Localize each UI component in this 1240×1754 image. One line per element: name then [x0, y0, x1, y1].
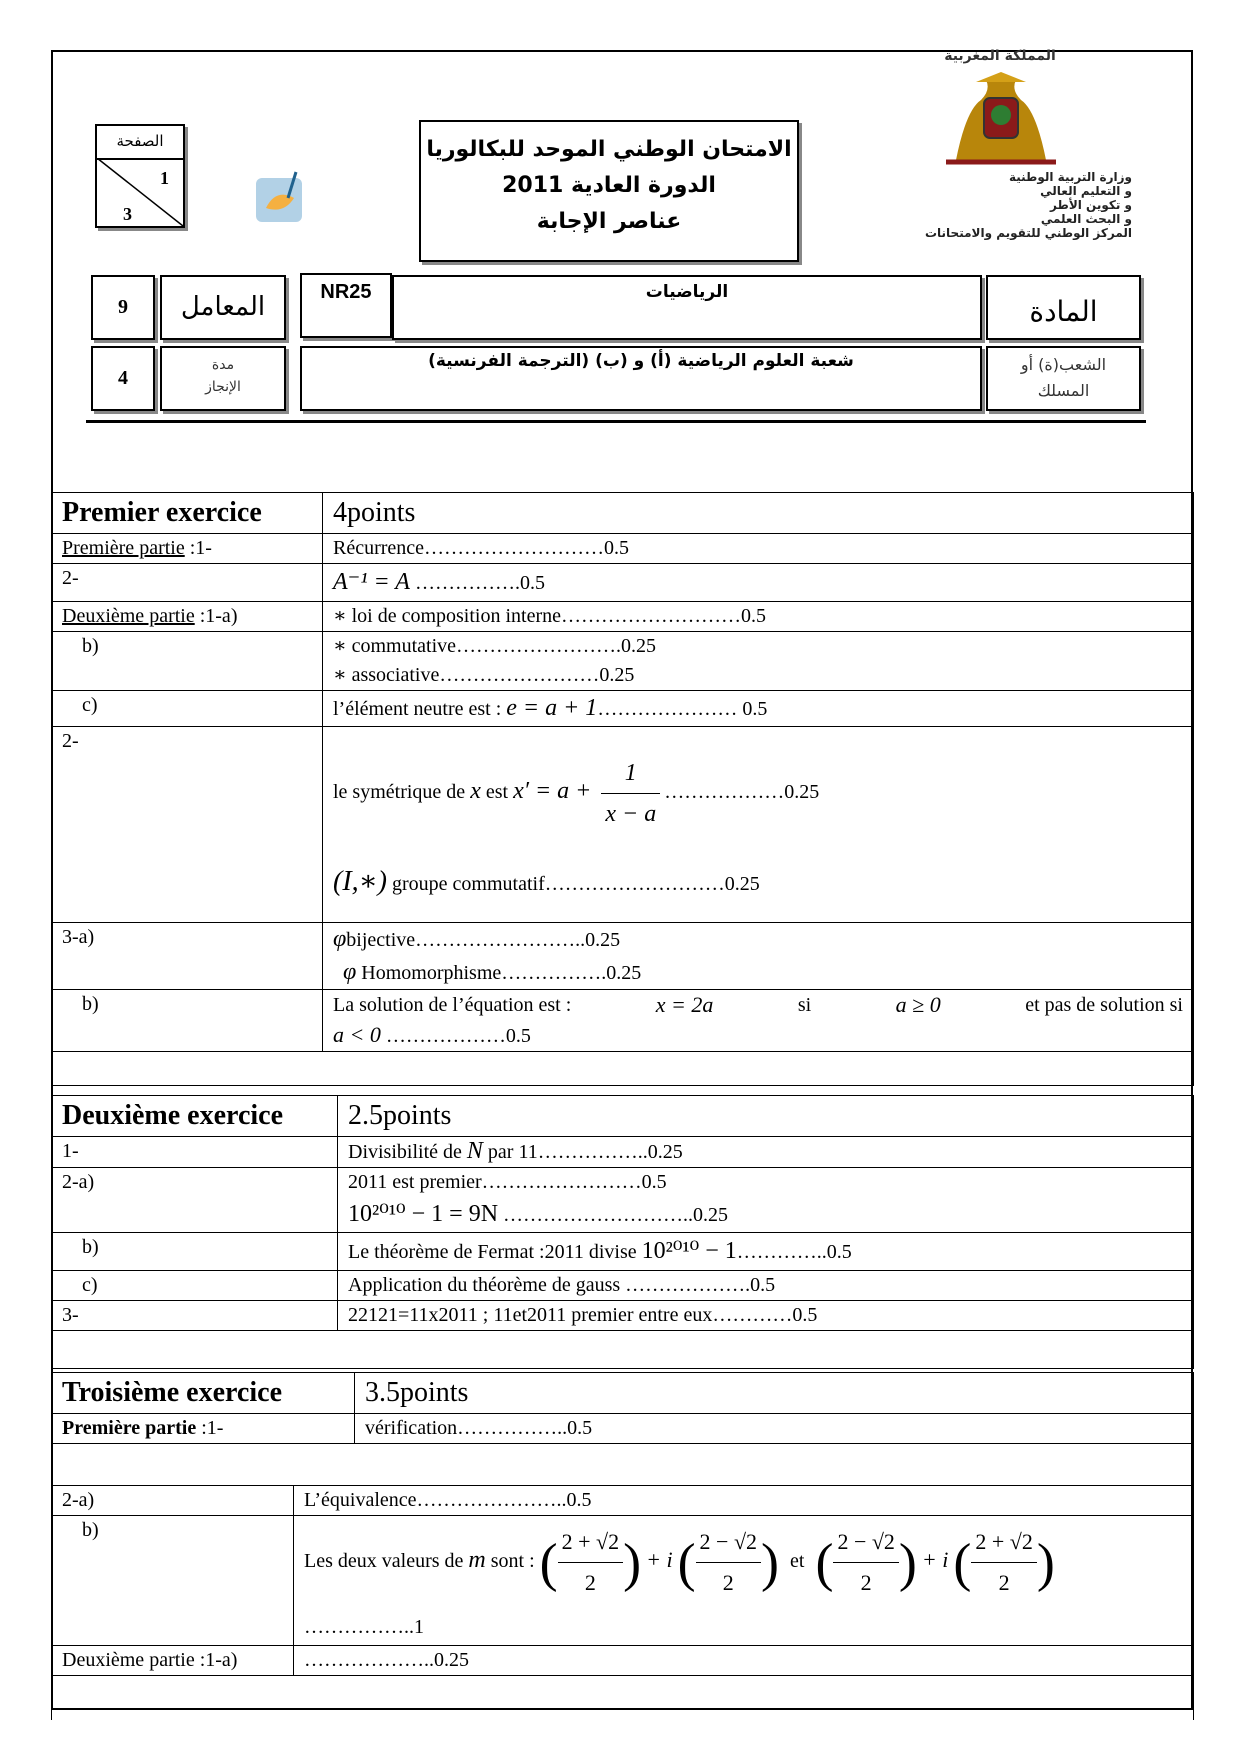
- fraction-numerator: 1: [601, 753, 660, 794]
- row-label-rest: :1-a): [194, 605, 238, 627]
- table-row: [52, 1331, 1194, 1369]
- table-row: [52, 1137, 1194, 1168]
- row-label: [52, 534, 323, 564]
- table-row: [52, 1052, 1194, 1086]
- exercise3-table: [51, 1372, 1194, 1720]
- fraction-denominator: 2: [722, 1570, 734, 1595]
- condition-2: a < 0: [333, 1022, 381, 1047]
- row-content: [323, 564, 1194, 602]
- row-line: 2011 est premier……………………0.5: [348, 1171, 667, 1193]
- row-content: [338, 1168, 1194, 1233]
- subject-code: NR25: [320, 281, 372, 303]
- exam-session: الدورة العادية 2011: [502, 173, 716, 198]
- solution-equation: x = 2a: [655, 992, 714, 1017]
- subject-label: المادة: [1029, 295, 1098, 328]
- page-number: 1: [160, 168, 169, 188]
- symmetric-lhs: x′ = a +: [513, 778, 598, 805]
- paren-close: ): [898, 1532, 917, 1593]
- row-content: [323, 632, 1194, 691]
- row-dots: bijective……………………..0.25: [346, 929, 621, 951]
- row-label: 2-a): [52, 1486, 294, 1516]
- page-diagonal: [97, 158, 183, 226]
- stream-label-2: المسلك: [1037, 381, 1090, 400]
- page-label: الصفحة: [97, 126, 183, 160]
- exam-title: الامتحان الوطني الموحد للبكالوريا: [426, 137, 792, 162]
- fraction: [971, 1522, 1036, 1603]
- row-label: Deuxième partie :1-a): [52, 1646, 294, 1676]
- row-content: [323, 691, 1194, 727]
- paren-open: (: [677, 1532, 696, 1593]
- spacer-cell: [52, 1331, 1194, 1369]
- row-label: b): [52, 1516, 294, 1646]
- fraction: [601, 753, 660, 834]
- subject-label-box: [986, 275, 1141, 340]
- ministry-block: [870, 170, 1132, 240]
- fraction: [558, 1522, 623, 1603]
- subject-name: الرياضيات: [645, 282, 729, 302]
- row-mid: sont :: [485, 1550, 540, 1573]
- table-row: [52, 602, 1194, 632]
- row-label: 2-a): [52, 1168, 338, 1233]
- row-dots: ………………0.25: [664, 781, 820, 804]
- fraction-numerator: 2 − √2: [696, 1522, 761, 1563]
- paren-close: ): [1036, 1532, 1055, 1593]
- neutral-element: e = a + 1: [506, 695, 598, 721]
- fraction-denominator: 2: [998, 1570, 1010, 1595]
- ministry-line: و تكوين الأطر: [1050, 198, 1132, 212]
- symmetric-line: [333, 753, 1183, 834]
- row-dots: par 11……………..0.25: [482, 1141, 683, 1163]
- row-dots: Homomorphisme…………….0.25: [361, 962, 642, 984]
- spacer-cell: [52, 1676, 1194, 1720]
- row-label-rest: :1-: [196, 1417, 224, 1439]
- fraction: [833, 1522, 898, 1603]
- row-label: 1-: [52, 1137, 338, 1168]
- table-row: [52, 1516, 1194, 1646]
- row-prefix: Le théorème de Fermat :2011 divise: [348, 1241, 642, 1263]
- group-notation: (I,∗): [333, 866, 388, 897]
- row-line: [333, 956, 1183, 989]
- solution-line-2: [333, 1020, 1183, 1051]
- fraction-denominator: 2: [860, 1570, 872, 1595]
- stream-box: [300, 346, 982, 411]
- exercise3-title: Troisième exercice: [52, 1373, 355, 1414]
- coef-value-box: [91, 275, 155, 340]
- solution-line: [333, 990, 1183, 1020]
- paren-open: (: [539, 1532, 558, 1593]
- row-dots: ………………… 0.5: [597, 698, 768, 720]
- paren-open: (: [953, 1532, 972, 1593]
- table-row: [52, 1233, 1194, 1271]
- row-line: ∗ associative……………………0.25: [333, 664, 635, 686]
- ministry-line: وزارة التربية الوطنية: [1008, 170, 1132, 184]
- table-row: [52, 564, 1194, 602]
- row-label: c): [52, 691, 323, 727]
- exercise1-table: [51, 492, 1194, 1086]
- row-content: vérification……………..0.5: [355, 1414, 1194, 1444]
- row-dots: ………………………..0.25: [498, 1204, 729, 1226]
- plus-i: + i: [921, 1547, 949, 1573]
- row-label-underlined: Première partie: [62, 537, 185, 559]
- phi-symbol: φ: [343, 959, 357, 985]
- ministry-line: و التعليم العالي: [1040, 184, 1132, 198]
- var-n: N: [466, 1138, 483, 1164]
- row-content: [338, 1137, 1194, 1168]
- stream-label-box: [986, 346, 1141, 411]
- table-row: [52, 1676, 1194, 1720]
- row-mid: est: [480, 781, 514, 804]
- row-label: [52, 602, 323, 632]
- row-label: b): [52, 632, 323, 691]
- row-content: [323, 990, 1194, 1052]
- row-content: Récurrence………………………0.5: [323, 534, 1194, 564]
- power-equation: 10²⁰¹⁰ − 1 = 9N: [348, 1201, 499, 1227]
- exercise2-points: 2.5points: [338, 1096, 1194, 1137]
- row-dots: …………..0.5: [736, 1241, 852, 1263]
- fraction-numerator: 2 + √2: [558, 1522, 623, 1563]
- coef-label: المعامل: [180, 292, 266, 322]
- condition-1: a ≥ 0: [895, 992, 941, 1017]
- row-line: ∗ commutative…………………….0.25: [333, 635, 657, 657]
- fraction: [696, 1522, 761, 1603]
- table-row: [52, 1646, 1194, 1676]
- coat-of-arms-icon: [936, 70, 1066, 166]
- exam-title-box: [419, 120, 799, 262]
- page-total: 3: [123, 204, 132, 224]
- row-label: 3-: [52, 1301, 338, 1331]
- exercise1-points: 4points: [323, 493, 1194, 534]
- row-label-rest: :1-: [184, 537, 212, 559]
- row-label: b): [52, 1233, 338, 1271]
- ministry-line: و البحث العلمي: [1040, 212, 1132, 226]
- table-row: [52, 1444, 1194, 1486]
- paren-close: ): [623, 1532, 642, 1593]
- row-dots: groupe commutatif………………………0.25: [387, 873, 760, 895]
- power-expression: 10²⁰¹⁰ − 1: [641, 1238, 737, 1264]
- spacer-cell: [52, 1444, 1194, 1486]
- row-prefix: La solution de l’équation est :: [333, 994, 572, 1016]
- row-label-bold: Première partie: [62, 1417, 197, 1439]
- paren-close: ): [761, 1532, 780, 1593]
- spacer-cell: [52, 1052, 1194, 1086]
- table-row: [52, 1271, 1194, 1301]
- fraction-numerator: 2 − √2: [833, 1522, 898, 1563]
- row-label: c): [52, 1271, 338, 1301]
- row-mid: et pas de solution si: [1025, 994, 1183, 1016]
- row-content: [338, 1233, 1194, 1271]
- row-dots: ……………..1: [304, 1616, 424, 1638]
- row-content: 22121=11x2011 ; 11et2011 premier entre eux…………0.5: [338, 1301, 1194, 1331]
- subject-box: [392, 275, 982, 340]
- table-row: [52, 1168, 1194, 1233]
- row-prefix: le symétrique de: [333, 781, 471, 804]
- et-word: et: [790, 1550, 805, 1573]
- var-m: m: [468, 1547, 486, 1574]
- row-content: [294, 1516, 1194, 1646]
- ministry-line: المركز الوطني للتقويم والامتحانات: [924, 226, 1132, 240]
- inverse-equation: A⁻¹ = A: [333, 569, 410, 595]
- fraction-denominator: x − a: [605, 801, 657, 827]
- paren-open: (: [815, 1532, 834, 1593]
- row-label: 2-: [52, 727, 323, 923]
- row-label: b): [52, 990, 323, 1052]
- row-content: [323, 923, 1194, 990]
- var-x: x: [470, 778, 481, 805]
- exercise3-points: 3.5points: [355, 1373, 1194, 1414]
- plus-i: + i: [646, 1547, 673, 1573]
- row-line: [333, 923, 1183, 956]
- page-number-box: [95, 124, 185, 228]
- row-content: Application du théorème de gauss ……………….0.5: [338, 1271, 1194, 1301]
- table-row: [52, 1414, 1194, 1444]
- row-label: 3-a): [52, 923, 323, 990]
- table-row: [52, 990, 1194, 1052]
- row-prefix: Les deux valeurs de: [304, 1550, 469, 1573]
- exercise1-title: Premier exercice: [52, 493, 323, 534]
- table-row: [52, 923, 1194, 990]
- exercise2-table: [51, 1095, 1194, 1369]
- fraction-numerator: 2 + √2: [971, 1522, 1036, 1563]
- subject-code-box: [300, 273, 392, 338]
- stream-label-1: الشعب(ة) أو: [1020, 355, 1107, 374]
- table-row: [52, 1486, 1194, 1516]
- row-dots: …………….0.5: [409, 572, 545, 594]
- table-row: [52, 534, 1194, 564]
- coef-label-box: [160, 275, 286, 340]
- row-si: si: [797, 994, 812, 1016]
- row-content: [323, 727, 1194, 923]
- row-dots: ………………0.5: [380, 1025, 531, 1047]
- answer-key-title: عناصر الإجابة: [536, 209, 682, 234]
- duration-value: 4: [118, 367, 128, 389]
- table-row: [52, 632, 1194, 691]
- header-rule: [86, 420, 1146, 423]
- row-line: [348, 1197, 1183, 1232]
- row-label-underlined: Deuxième partie: [62, 605, 195, 627]
- phi-symbol: φ: [333, 926, 347, 952]
- cnee-logo-icon: [254, 168, 314, 226]
- row-prefix: l’élément neutre est :: [333, 698, 507, 720]
- fraction-denominator: 2: [584, 1570, 596, 1595]
- duration-value-box: [91, 346, 155, 411]
- row-label: [52, 1414, 355, 1444]
- row-content: ∗ loi de composition interne………………………0.5: [323, 602, 1194, 632]
- table-row: [52, 1096, 1194, 1137]
- row-label: 2-: [52, 564, 323, 602]
- duration-label-2: الإنجاز: [205, 379, 241, 395]
- table-row: [52, 1373, 1194, 1414]
- m-values-line: [304, 1522, 1183, 1603]
- row-prefix: Divisibilité de: [348, 1141, 467, 1163]
- table-row: [52, 727, 1194, 923]
- table-row: [52, 493, 1194, 534]
- coef-value: 9: [118, 296, 128, 318]
- group-line: [333, 862, 1183, 904]
- kingdom-label: المملكة المغربية: [944, 48, 1056, 64]
- row-content: L’équivalence…………………..0.5: [294, 1486, 1194, 1516]
- table-row: [52, 691, 1194, 727]
- stream-name: شعبة العلوم الرياضية (أ) و (ب) (الترجمة الفرنسية): [428, 351, 854, 371]
- row-content: ………………..0.25: [294, 1646, 1194, 1676]
- table-row: [52, 1301, 1194, 1331]
- duration-label-1: مدة: [211, 357, 235, 373]
- duration-label-box: [160, 346, 286, 411]
- exercise2-title: Deuxième exercice: [52, 1096, 338, 1137]
